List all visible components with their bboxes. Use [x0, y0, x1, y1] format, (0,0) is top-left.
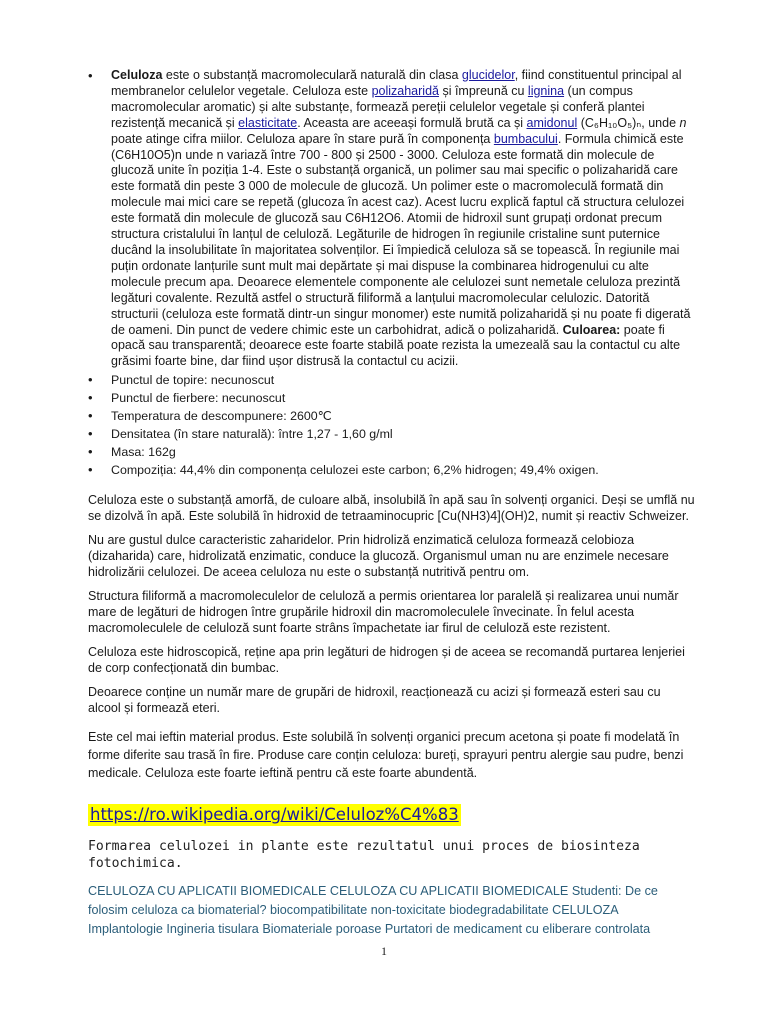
paragraph-uses: Este cel mai ieftin material produs. Este solubilă în solvenți organici precum acetona și poate fi modelată în forme diferite sau trasă în fire. Produse care conțin celuloza: bureți, sprayuri pentru alergie sau pudre, benzi medicale. Celuloza este foarte ieftină pentru că este foarte abundentă. [88, 730, 684, 781]
formation-note: Formarea celulozei in plante este rezultatul unui proces de biosinteza fotochimica. [88, 839, 640, 872]
presentation-summary: CELULOZA CU APLICATII BIOMEDICALE CELULOZA CU APLICATII BIOMEDICALE Studenti: De ce folosim celuloza ca biomaterial? biocompatibilitate non-toxicitate biodegradabilitate CELULOZA Implantologie Ingineria tisulara Biomateriale poroase Purtatori de medicament cu eliberare controlata [88, 884, 658, 937]
page-number: 1 [381, 944, 387, 958]
link-lignina[interactable]: lignina [527, 83, 565, 98]
link-elasticitate[interactable]: elasticitate [238, 115, 298, 130]
link-glucidelor[interactable]: glucidelor [461, 68, 515, 82]
paragraph-structure: Structura filiformă a macromoleculelor de celuloză a permis orientarea lor paralelă și realizarea unui număr mare de legături de hidrogen între grupările hidroxil din macromoleculele învecinate. În felul acesta macromoleculele de celuloză sunt foarte strâns împachetate iar firul de celuloză este rezistent. [88, 589, 679, 636]
wikipedia-link-highlight [88, 804, 461, 826]
term-celuloza: Celuloza [111, 68, 163, 82]
wikipedia-link[interactable]: https://ro.wikipedia.org/wiki/Celuloz%C4%83 [90, 805, 459, 825]
link-bumbacului[interactable]: bumbacului [493, 131, 558, 146]
label-culoarea: Culoarea: [562, 322, 621, 337]
property-composition: • Compoziția: 44,4% din componența celulozei este carbon; 6,2% hidrogen; 49,4% oxigen. [88, 462, 696, 478]
link-polizaharida[interactable]: polizaharidă [371, 83, 439, 98]
property-mass: • Masa: 162g [88, 444, 696, 460]
bullet-celuloza-definition: • Celuloza este o substanță macromoleculară naturală din clasa glucidelor, fiind constituentul principal al membranelor celulelor vegetale. Celuloza este polizaharidă și împreună cu lignina (un compus macromolecular aromatic) și alte substanțe, formează pereții celulelor vegetale și conferă plantei rezistență mecanică și elasticitate. Aceasta are aceeași formulă brută ca și amidonul (C₆H₁₀O₅)ₙ, unde n poate atinge cifra miilor. Celuloza apare în stare pură în componența bumbacului. Formula chimică este (C6H10O5)n unde n variază între 700 - 800 și 2500 - 3000. Celuloza este formată din molecule de glucoză unite în poziția 1-4. Este o substanță organică, un polimer sau mai specific o polizaharidă care este formată din peste 3 000 de molecule de glucoză. Un polimer este o macromoleculă formată din molecule mai mici care se repetă (glucoza în acest caz). Acest lucru explică faptul că structura celulozei este formată din molecule de glucoză sau C6H12O6. Atomii de hidroxil sunt grupați ordonat precum structura cristalului în lanțul de celuloză. Legăturile de hidrogen în regiunile cristaline sunt puternice ducând la insolubilitate în majoritatea solvenților. Ei împiedică celuloza să se topească. În regiunile mai puțin ordonate lanțurile sunt mult mai depărtate și mai dispuse la combinarea hidrogenului cu alte molecule precum apa. Deoarece elementele componente ale celulozei sunt nemetale celuloza prezintă legături covalente. Rezultă astfel o structură filiformă a lanțului macromolecular celulozic. Datorită structurii (celuloza este formată dintr-un singur monomer) este numită polizaharidă și nu poate fi digerată de oameni. Din punct de vedere chimic este un carbohidrat, adică o polizaharidă. Culoarea: poate fi opacă sau transparentă; deoarece este foarte stabilă poate rezista la umezeală sau la contactul cu alte grăsimi foarte bine, dar fiind ușor distrusă la contactul cu acizii. [88, 68, 696, 370]
paragraph-hygroscopic: Celuloza este hidroscopică, reține apa prin legături de hidrogen și de aceea se recomandă purtarea lenjeriei de corp confecționată din bumbac. [88, 645, 685, 676]
paragraph-physical-properties: Celuloza este o substanță amorfă, de culoare albă, insolubilă în apă sau în solvenți organici. Deși se umflă nu se dizolvă în apă. Este solubilă în hidroxid de tetraaminocupric [Cu(NH3)4](OH)2, numit și reactiv Schweizer. [88, 493, 695, 524]
property-boiling-point: • Punctul de fierbere: necunoscut [88, 390, 696, 406]
document-body [88, 68, 696, 939]
property-decomposition-temp: • Temperatura de descompunere: 2600℃ [88, 408, 696, 424]
property-density: • Densitatea (în stare naturală): între 1,27 - 1,60 g/ml [88, 426, 696, 442]
bullet-list [88, 68, 696, 478]
link-amidonul[interactable]: amidonul [526, 115, 578, 130]
paragraph-reactions: Deoarece conține un număr mare de grupări de hidroxil, reacționează cu acizi și formează esteri sau cu alcool și formează eteri. [88, 685, 661, 716]
paragraph-hydrolysis: Nu are gustul dulce caracteristic zaharidelor. Prin hidroliză enzimatică celuloza formează celobioza (dizaharida) care, hidrolizată enzimatic, conduce la glucoză. Organismul uman nu are enzimele necesare hidrolizării celulozei. De aceea celuloza nu este o substanță nutritivă pentru om. [88, 533, 669, 580]
property-melting-point: • Punctul de topire: necunoscut [88, 372, 696, 388]
